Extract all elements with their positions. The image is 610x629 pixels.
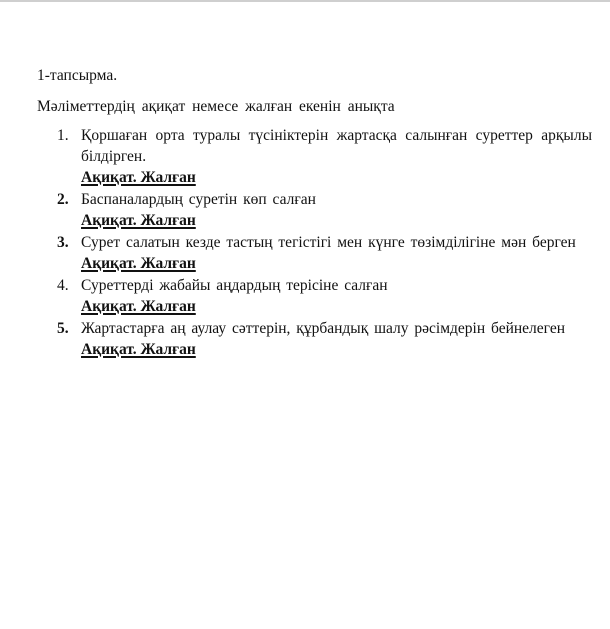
item-text: Қоршаған орта туралы түсініктерін жартасқа салынған суреттер арқылы білдірген. xyxy=(81,127,592,165)
item-text: Баспаналардың суретін көп салған xyxy=(81,191,316,208)
document-page xyxy=(37,66,592,361)
list-item xyxy=(37,125,592,188)
instruction-text: Мәліметтердің ақиқат немесе жалған екенін анықта xyxy=(37,98,395,115)
top-border xyxy=(0,0,610,2)
item-number: 3. xyxy=(57,234,69,251)
item-number: 2. xyxy=(57,191,69,208)
list-item xyxy=(37,275,592,317)
item-text: Суреттерді жабайы аңдардың терісіне салған xyxy=(81,277,388,294)
list-item xyxy=(37,232,592,274)
answer-options: Ақиқат. Жалған xyxy=(81,341,196,358)
answer-options: Ақиқат. Жалған xyxy=(81,255,196,272)
list-item xyxy=(37,189,592,231)
list-item xyxy=(37,318,592,360)
statement-list xyxy=(37,125,592,360)
item-number: 5. xyxy=(57,320,69,337)
answer-options: Ақиқат. Жалған xyxy=(81,298,196,315)
item-number: 1. xyxy=(57,127,69,144)
item-text: Сурет салатын кезде тастың тегістігі мен күнге төзімділігіне мән берген xyxy=(81,234,576,251)
answer-options: Ақиқат. Жалған xyxy=(81,212,196,229)
task-title: 1-тапсырма. xyxy=(37,67,118,84)
answer-options: Ақиқат. Жалған xyxy=(81,169,196,186)
item-text: Жартастарға аң аулау сәттерін, құрбандық шалу рәсімдерін бейнелеген xyxy=(81,320,566,337)
item-number: 4. xyxy=(57,277,69,294)
